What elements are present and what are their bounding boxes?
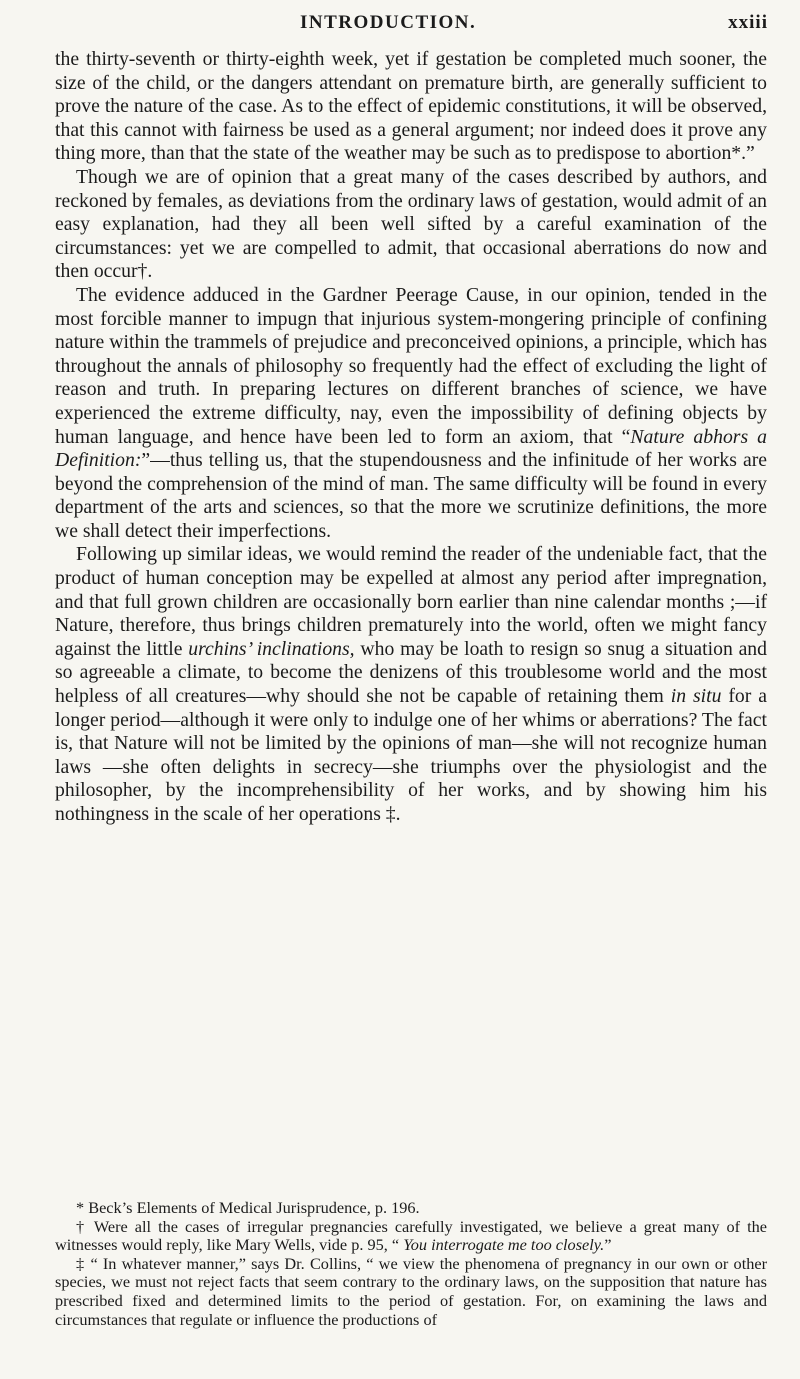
footnote-2 — [55, 1218, 767, 1255]
italic-text: You interrogate me too closely. — [403, 1235, 605, 1255]
text-run: Following up similar ideas, we would remind the reader of the undeniable fact, that the product of human conception may be expelled at almost any period after impregnation, and that full grown children are occasionally born earlier than nine calendar months ;—if Nature, therefore, thus brings children prematurely into the world, often we might fancy against the little — [55, 543, 767, 660]
footnote-1: * Beck’s Elements of Medical Jurisprudence, p. 196. — [76, 1198, 420, 1217]
page-number: xxiii — [728, 12, 768, 33]
main-text — [55, 48, 767, 827]
chapter-heading: INTRODUCTION. — [300, 12, 477, 33]
text-run: The evidence adduced in the Gardner Peerage Cause, in our opinion, tended in the most forcible manner to impugn that injurious system-mongering principle of confining nature within the trammels of prejudice and preconceived opinions, a principle, which has throughout the annals of philosophy so frequently had the effect of excluding the light of reason and truth. In preparing lectures on different branches of science, we have experienced the extreme difficulty, nay, even the impossibility of defining objects by human language, and hence have been led to form an axiom, that “ — [55, 283, 767, 448]
footnotes — [55, 1199, 767, 1329]
italic-text: in situ — [670, 685, 722, 708]
text-run: † Were all the cases of irregular pregnancies carefully investigated, we believe a great many of the witnesses would reply, like Mary Wells, vide p. 95, “ — [55, 1216, 767, 1255]
italic-text: urchins’ inclinations, — [188, 637, 355, 660]
italic-text: Nature abhors a Definition: — [55, 425, 767, 472]
text-run: for a longer period—although it were only to indulge one of her whims or aberrations? The fact is, that Nature will not be limited by the opinions of man—she will not recognize human laws —she often delights in secrecy—she triumphs over the physiologist and the philosopher, by the incomprehensibility of her works, and by showing him his nothingness in the scale of her operations ‡. — [55, 685, 767, 825]
paragraph-continued: the thirty-seventh or thirty-eighth week, yet if gestation be completed much sooner, the size of the child, or the dangers attendant on premature birth, are generally sufficient to prove the nature of the case. As to the effect of epidemic constitutions, it will be observed, that this cannot with fairness be used as a general argument; nor indeed does it prove any thing more, than that the state of the weather may be such as to predispose to abortion*.” — [55, 48, 767, 165]
text-run: ” — [604, 1235, 612, 1255]
paragraph-aberrations: Though we are of opinion that a great many of the cases described by authors, and reckoned by females, as deviations from the ordinary laws of gestation, would admit of an easy explanation, had they all been well sifted by a careful examination of the circumstances: yet we are compelled to admit, that occasional aberrations do now and then occur†. — [55, 165, 767, 283]
paragraph-premature-birth — [55, 543, 767, 826]
text-run: who may be loath to resign so snug a situation and so agreeable a climate, to become the denizens of this troublesome world and the most helpless of all creatures—why should she not be capable of retaining them — [55, 637, 767, 708]
running-header — [0, 12, 800, 42]
text-run: ”—thus telling us, that the stupendousness and the infinitude of her works are beyond the comprehension of the mind of man. The same difficulty will be found in every department of the arts and sciences, so that the more we scrutinize definitions, the more we shall detect their imperfections. — [55, 449, 767, 542]
footnote-3: ‡ “ In whatever manner,” says Dr. Collins, “ we view the phenomena of pregnancy in our own or other species, we must not reject facts that seem contrary to the ordinary laws, on the supposition that nature has prescribed fixed and determined limits to the period of gestation. For, on examining the laws and circumstances that regulate or influence the productions of — [55, 1253, 767, 1329]
paragraph-gardner-peerage — [55, 284, 767, 544]
